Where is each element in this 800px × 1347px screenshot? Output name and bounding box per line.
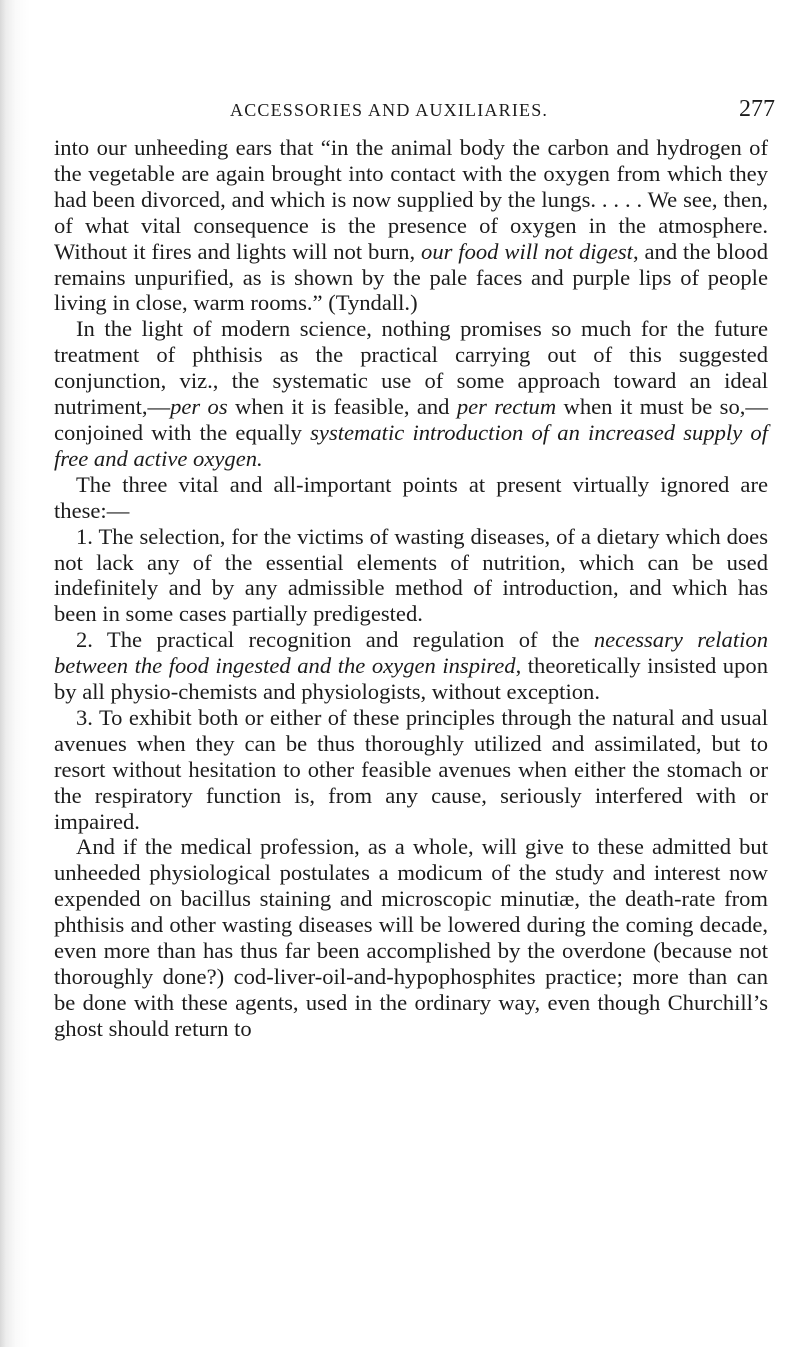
page-header: [230, 96, 775, 130]
paragraph-three-points: The three vital and all-important points at present virtually ignored are these:—: [54, 471, 768, 523]
paragraph-conclusion: And if the medical profession, as a whole, will give to these admitted but unheeded physiological postulates a modicum of the study and interest now expended on bacillus staining and microscopic minutiæ, the death-rate from phthisis and other wasting diseases will be lowered during the coming decade, even more than has thus far been accomplished by the overdone (because not thoroughly done?) cod-liver-oil-and-hypophosphites practice; more than can be done with these agents, used in the ordinary way, even though Churchill’s ghost should return to: [54, 834, 768, 1041]
list-item-3: 3. To exhibit both or either of these principles through the natural and usual avenues when they can be thus thoroughly utilized and assimilated, but to resort without hesitation to other feasible avenues when either the stomach or the respiratory function is, from any cause, seriously interfered with or impaired.: [54, 704, 768, 834]
emphasis: per rectum: [456, 394, 557, 420]
body-text: [54, 135, 768, 1042]
paragraph-modern-science: In the light of modern science, nothing promises so much for the future treatment of phthisis as the practical carrying out of this suggested conjunction, viz., the systematic use of some approach toward an ideal nutriment,—per os when it is feasible, and per rectum when it must be so,—conjoined with the equally systematic introduction of an increased supply of free and active oxygen.: [54, 316, 769, 471]
page-number: 277: [739, 96, 775, 122]
emphasis: systematic introduction of an increased supply of free and active oxygen.: [54, 419, 769, 471]
emphasis: our food will not digest: [421, 238, 633, 264]
paragraph-continuation: into our unheeding ears that “in the animal body the carbon and hydrogen of the vegetable are again brought into contact with the oxygen from which they had been divorced, and which is now supplied by the lungs. . . . . We see, then, of what vital consequence is the presence of oxygen in the atmosphere. Without it fires and lights will not burn, our food will not digest, and the blood remains unpurified, as is shown by the pale faces and purple lips of people living in close, warm rooms.” (Tyndall.): [54, 135, 768, 316]
emphasis: per os: [170, 394, 228, 420]
list-item-1: 1. The selection, for the victims of wasting diseases, of a dietary which does not lack any of the essential elements of nutrition, which can be used indefinitely and by any admissible method of introduction, and which has been in some cases partially predigested.: [54, 523, 768, 627]
emphasis: necessary relation between the food ingested and the oxygen inspired: [54, 627, 768, 679]
running-head: ACCESSORIES AND AUXILIARIES.: [230, 100, 549, 120]
list-item-2: 2. The practical recognition and regulation of the necessary relation between the food ingested and the oxygen inspired, theoretically insisted upon by all physio-chemists and physiologists, without exception.: [54, 627, 768, 705]
